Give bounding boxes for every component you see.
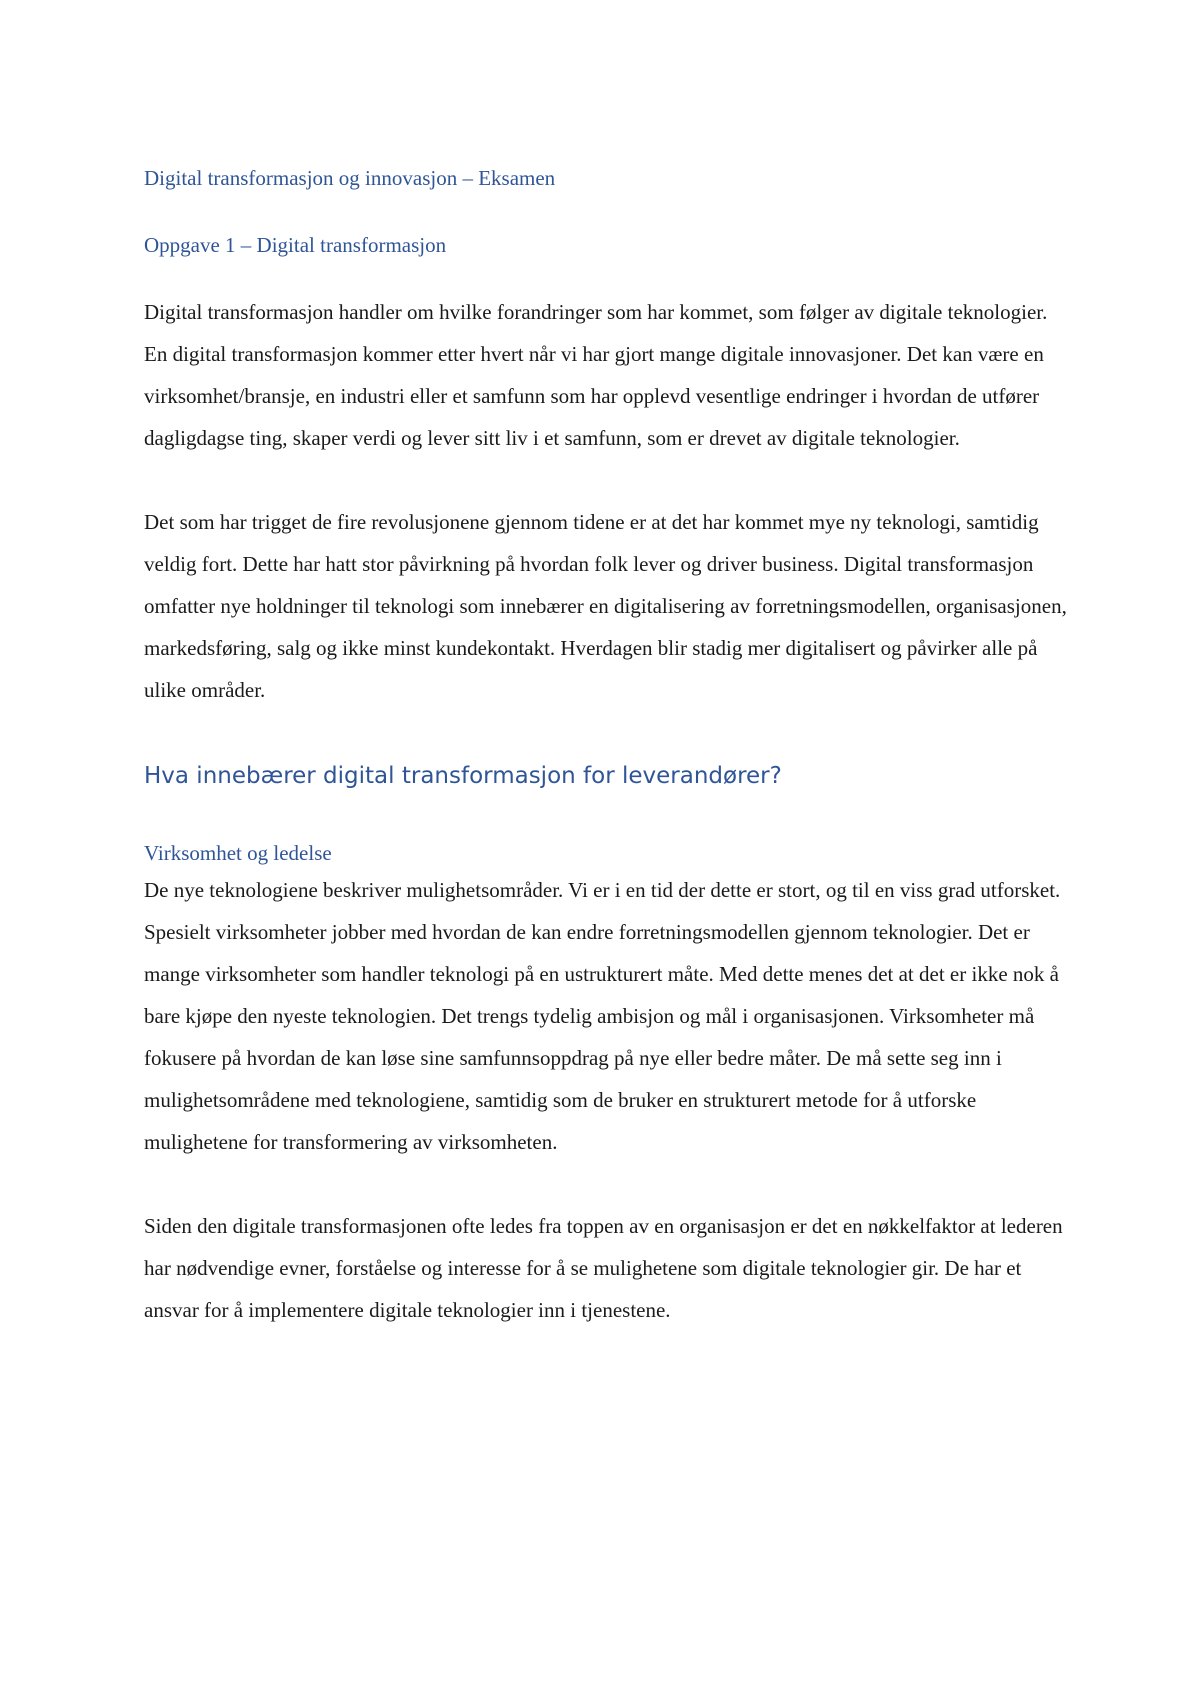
intro-paragraph-2: Det som har trigget de fire revolusjonene gjennom tidene er at det har kommet mye ny teknologi, samtidig veldig fort. Dette har hatt stor påvirkning på hvordan folk lever og driver business. Digital transformasjon omfatter nye holdninger til teknologi som innebærer en digitalisering av forretningsmodellen, organisasjonen, markedsføring, salg og ikke minst kundekontakt. Hverdagen blir stadig mer digitalisert og påvirker alle på ulike områder. [144,510,1067,702]
intro-paragraph-1: Digital transformasjon handler om hvilke forandringer som har kommet, som følger av digitale teknologier. En digital transformasjon kommer etter hvert når vi har gjort mange digitale innovasjoner. Det kan være en virksomhet/bransje, en industri eller et samfunn som har opplevd vesentlige endringer i hvordan de utfører dagligdagse ting, skaper verdi og lever sitt liv i et samfunn, som er drevet av digitale teknologier. [144,300,1048,450]
document-body [144,162,1074,1331]
document-title: Digital transformasjon og innovasjon – Eksamen [144,166,556,190]
paragraph-spacer [144,459,1074,501]
section-paragraph-1: De nye teknologiene beskriver mulighetsområder. Vi er i en tid der dette er stort, og til en viss grad utforsket. Spesielt virksomheter jobber med hvordan de kan endre forretningsmodellen gjennom teknologier. Det er mange virksomheter som handler teknologi på en ustrukturert måte. Med dette menes det at det er ikke nok å bare kjøpe den nyeste teknologien. Det trengs tydelig ambisjon og mål i organisasjonen. Virksomheter må fokusere på hvordan de kan løse sine samfunnsoppdrag på nye eller bedre måter. De må sette seg inn i mulighetsområdene med teknologiene, samtidig som de bruker en strukturert metode for å utforske mulighetene for transformering av virksomheten. [144,878,1061,1154]
task-heading: Oppgave 1 – Digital transformasjon [144,233,447,257]
section-heading: Hva innebærer digital transformasjon for leverandører? [144,763,782,789]
section-paragraph-2: Siden den digitale transformasjonen ofte ledes fra toppen av en organisasjon er det en nøkkelfaktor at lederen har nødvendige evner, forståelse og interesse for å se mulighetene som digitale teknologier gir. De har et ansvar for å implementere digitale teknologier inn i tjenestene. [144,1214,1063,1322]
paragraph-spacer [144,1163,1074,1205]
subsection-heading: Virksomhet og ledelse [144,841,332,865]
